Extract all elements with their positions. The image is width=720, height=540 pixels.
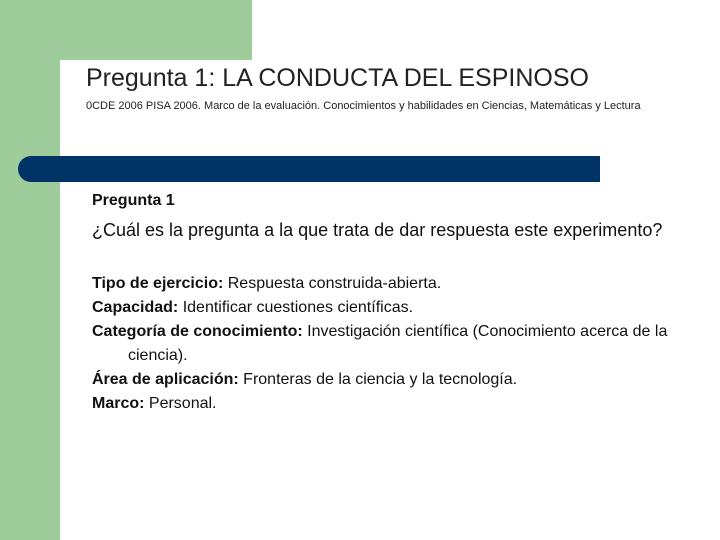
detail-label: Capacidad: [92, 299, 179, 316]
detail-value: Fronteras de la ciencia y la tecnología. [238, 371, 518, 388]
detail-value: Investigación científica (Conocimiento acerca de la ciencia). [128, 323, 668, 364]
detail-label: Categoría de conocimiento: [92, 323, 303, 340]
detail-tipo [92, 272, 692, 296]
details-list [92, 272, 692, 416]
question-text: ¿Cuál es la pregunta a la que trata de dar respuesta este experimento? [92, 220, 663, 240]
detail-capacidad [92, 296, 692, 320]
left-green-band [0, 0, 60, 540]
detail-label: Área de aplicación: [92, 371, 239, 388]
top-green-band [0, 0, 252, 60]
detail-value: Personal. [144, 395, 217, 412]
detail-categoria [92, 320, 692, 368]
question-heading: Pregunta 1 [92, 192, 175, 209]
slide-content [92, 192, 692, 416]
detail-value: Identificar cuestiones científicas. [178, 299, 414, 316]
detail-value: Respuesta construida-abierta. [223, 275, 442, 292]
slide-title: Pregunta 1: LA CONDUCTA DEL ESPINOSO [86, 64, 589, 92]
divider-bar [18, 156, 600, 182]
detail-marco [92, 392, 692, 416]
slide-subtitle: 0CDE 2006 PISA 2006. Marco de la evaluación. Conocimientos y habilidades en Ciencias, Matemáticas y Lectura [86, 100, 641, 112]
detail-label: Tipo de ejercicio: [92, 275, 224, 292]
detail-area [92, 368, 692, 392]
detail-label: Marco: [92, 395, 145, 412]
